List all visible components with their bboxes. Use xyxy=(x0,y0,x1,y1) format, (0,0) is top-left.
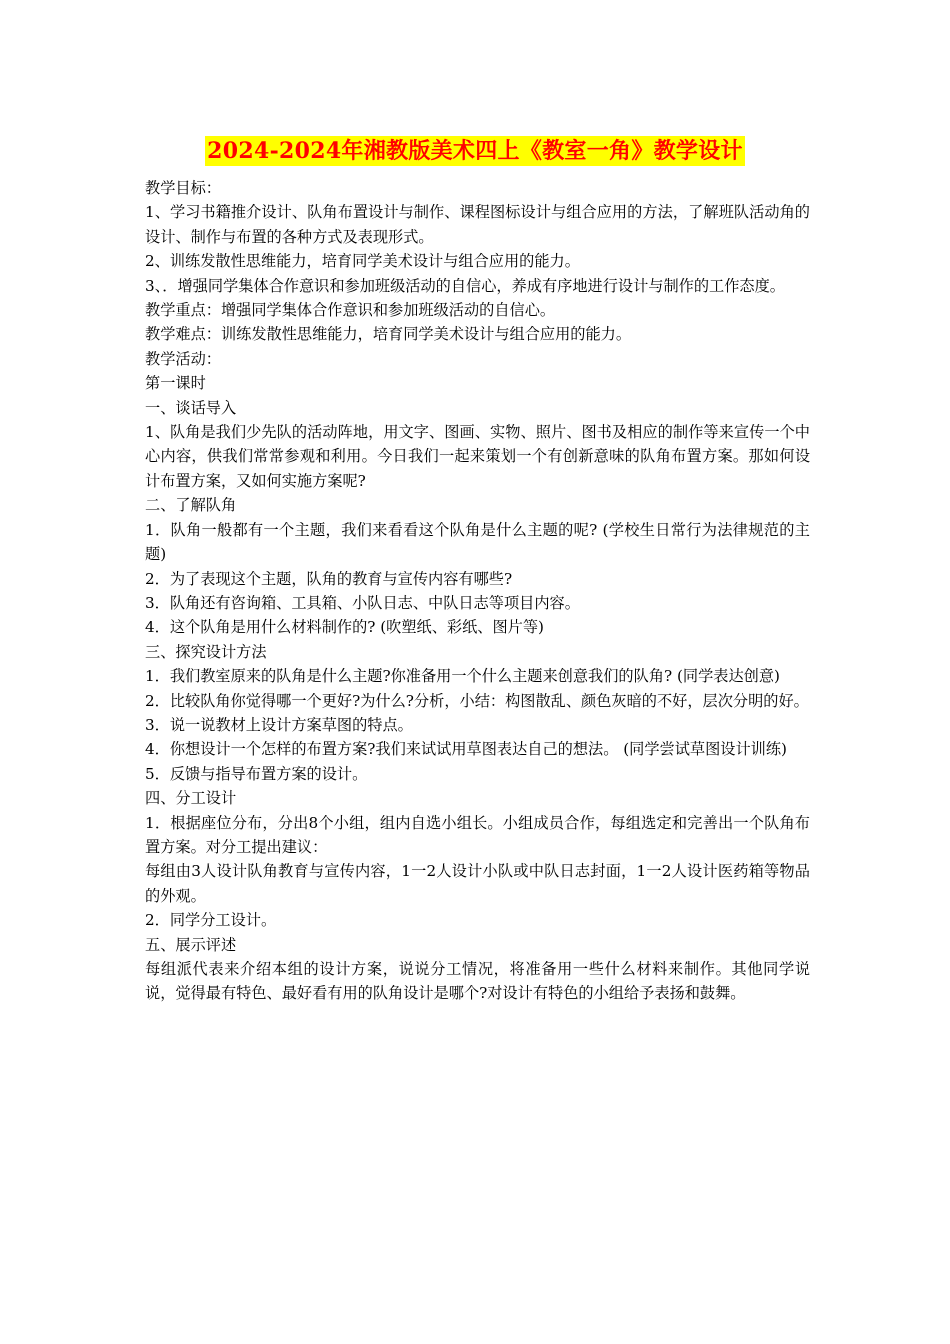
section-heading-explore: 三、探究设计方法 xyxy=(145,642,267,661)
section-heading-objectives: 教学目标： xyxy=(145,179,221,197)
section-heading-activities: 教学活动： xyxy=(145,349,221,368)
section-heading-presentation: 五、展示评述 xyxy=(145,935,237,954)
division-item-2: 2．同学分工设计。 xyxy=(145,911,277,930)
title-container xyxy=(0,136,950,166)
presentation-paragraph: 每组派代表来介绍本组的设计方案，说说分工情况，将准备用一些什么材料来制作。其他同学说说，觉得最有特色、最好看有用的队角设计是哪个?对设计有特色的小组给予表扬和鼓舞。 xyxy=(145,960,810,1003)
lesson-heading: 第一课时 xyxy=(145,374,206,393)
explore-item-1: 1．我们教室原来的队角是什么主题?你准备用一个什么主题来创意我们的队角? (同学表达创意) xyxy=(145,667,780,686)
document-title: 2024-2024年湘教版美术四上《教室一角》教学设计 xyxy=(207,138,743,164)
objective-3: 3、．增强同学集体合作意识和参加班级活动的自信心，养成有序地进行设计与制作的工作态度。 xyxy=(145,276,785,295)
section-heading-division: 四、分工设计 xyxy=(145,789,237,808)
key-point: 教学重点：增强同学集体合作意识和参加班级活动的自信心。 xyxy=(145,301,556,320)
section-heading-intro: 一、谈话导入 xyxy=(145,398,237,417)
difficult-point: 教学难点：训练发散性思维能力，培育同学美术设计与组合应用的能力。 xyxy=(145,325,631,344)
understand-item-3: 3．队角还有咨询箱、工具箱、小队日志、中队日志等项目内容。 xyxy=(145,593,580,612)
objective-2: 2、训练发散性思维能力，培育同学美术设计与组合应用的能力。 xyxy=(145,252,580,271)
document-body xyxy=(145,176,810,1006)
division-suggestion: 每组由3人设计队角教育与宣传内容，1一2人设计小队或中队日志封面，1一2人设计医药箱等物品的外观。 xyxy=(145,862,810,905)
understand-item-1: 1．队角一般都有一个主题，我们来看看这个队角是什么主题的呢? (学校生日常行为法律规范的主题) xyxy=(145,520,810,564)
explore-item-4: 4．你想设计一个怎样的布置方案?我们来试试用草图表达自己的想法。 (同学尝试草图设计训练) xyxy=(145,740,787,759)
objective-1: 1、学习书籍推介设计、队角布置设计与制作、课程图标设计与组合应用的方法，了解班队活动角的设计、制作与布置的各种方式及表现形式。 xyxy=(145,203,810,246)
explore-item-2: 2．比较队角你觉得哪一个更好?为什么?分析，小结：构图散乱、颜色灰暗的不好，层次分明的好。 xyxy=(145,691,809,710)
explore-item-5: 5．反馈与指导布置方案的设计。 xyxy=(145,764,368,783)
section-heading-understand: 二、了解队角 xyxy=(145,496,237,515)
understand-item-2: 2．为了表现这个主题，队角的教育与宣传内容有哪些? xyxy=(145,569,513,588)
understand-item-4: 4．这个队角是用什么材料制作的? (吹塑纸、彩纸、图片等) xyxy=(145,618,544,637)
intro-paragraph: 1、队角是我们少先队的活动阵地，用文字、图画、实物、照片、图书及相应的制作等来宣传一个中心内容，供我们常常参观和利用。今日我们一起来策划一个有创新意味的队角布置方案。那如何设计布置方案，又如何实施方案呢? xyxy=(145,423,810,490)
division-item-1: 1．根据座位分布，分出8个小组，组内自选小组长。小组成员合作，每组选定和完善出一个队角布置方案。对分工提出建议： xyxy=(145,813,810,856)
explore-item-3: 3．说一说教材上设计方案草图的特点。 xyxy=(145,715,413,734)
